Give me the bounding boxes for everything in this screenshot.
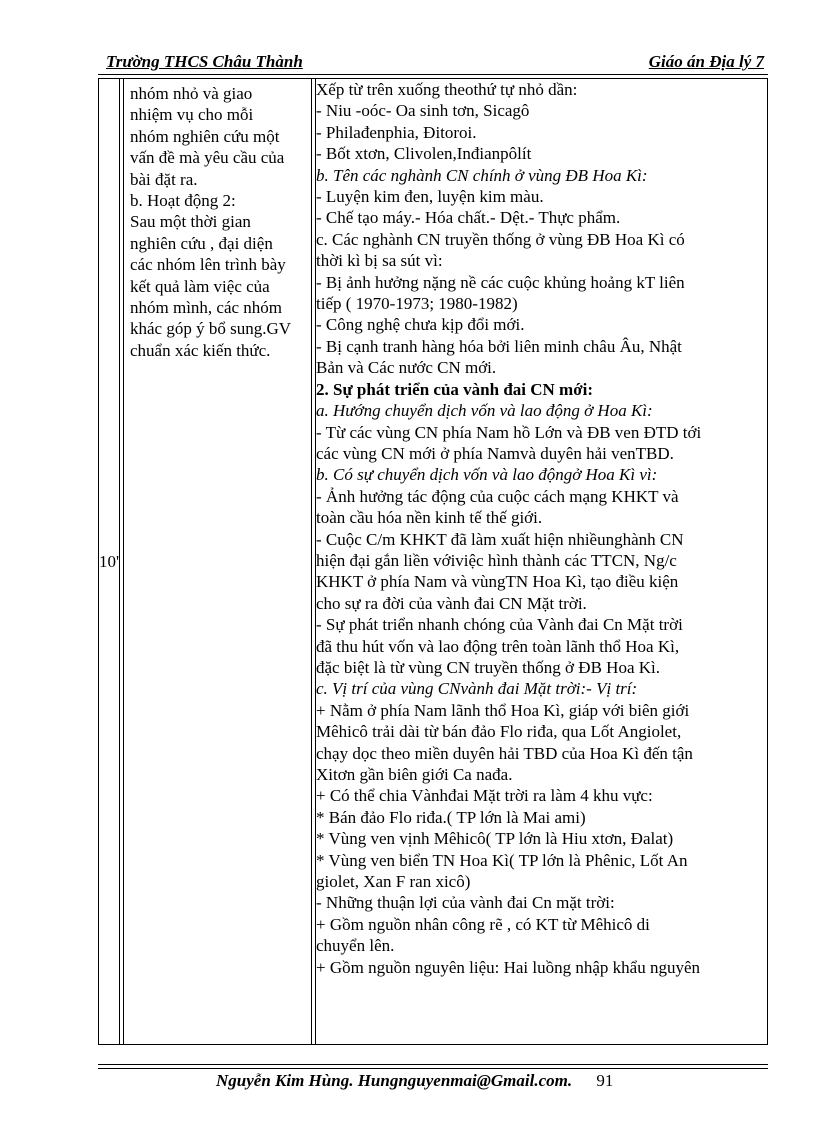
- footer-rule-bottom: [98, 1068, 768, 1069]
- content-line: + Nằm ở phía Nam lãnh thổ Hoa Kì, giáp với biên giới: [316, 700, 690, 720]
- activity-line: b. Hoạt động 2:: [130, 191, 236, 211]
- content-line: tiếp ( 1970-1973; 1980-1982): [316, 294, 518, 314]
- lesson-plan-table: [98, 78, 768, 1045]
- activity-line: Sau một thời gian: [130, 212, 251, 232]
- content-line: hiện đại gắn liền vớiviệc hình thành các TTCN, Ng/c: [316, 550, 677, 570]
- content-line: * Bán đảo Flo riđa.( TP lớn là Mai ami): [316, 807, 586, 827]
- content-line: - Bị ảnh hưởng nặng nề các cuộc khủng hoảng kT liên: [316, 272, 685, 292]
- content-line: Xitơn gần biên giới Ca nađa.: [316, 765, 513, 784]
- activity-line: nhiệm vụ cho mỗi: [130, 105, 254, 125]
- content-line: - Ảnh hưởng tác động của cuộc cách mạng KHKT và: [316, 486, 679, 506]
- activity-line: bài đặt ra.: [130, 169, 198, 189]
- page-number: 91: [596, 1071, 614, 1090]
- content-line: a. Hướng chuyển dịch vốn và lao động ở Hoa Kì:: [316, 401, 653, 421]
- activity-line: nhóm nghiên cứu một: [130, 126, 280, 146]
- content-line: Bản và Các nước CN mới.: [316, 358, 497, 378]
- content-line: - Cuộc C/m KHKT đã làm xuất hiện nhiềunghành CN: [316, 529, 684, 549]
- content-line: * Vùng ven vịnh Mêhicô( TP lớn là Hiu xtơn, Đalat): [316, 829, 674, 849]
- activity-line: kết quả làm việc của: [130, 276, 270, 296]
- content-line: * Vùng ven biển TN Hoa Kì( TP lớn là Phênic, Lốt An: [316, 850, 688, 870]
- activity-cell: [120, 79, 316, 1045]
- content-line: + Gồm nguồn nhân công rẽ , có KT từ Mêhicô di: [316, 914, 650, 934]
- content-line: - Philađenphia, Đitoroi.: [316, 122, 477, 142]
- activity-line: khác góp ý bổ sung.GV: [130, 319, 292, 339]
- content-line: các vùng CN mới ở phía Namvà duyên hải venTBD.: [316, 443, 674, 463]
- content-line: cho sự ra đời của vành đai CN Mặt trời.: [316, 593, 587, 613]
- activity-line: nhóm mình, các nhóm: [130, 298, 283, 318]
- activity-line: chuẩn xác kiến thức.: [130, 340, 271, 360]
- content-line: - Bốt xtơn, Clivolen,Inđianpôlít: [316, 144, 532, 164]
- content-line: - Sự phát triển nhanh chóng của Vành đai Cn Mặt trời: [316, 615, 683, 635]
- table-row: [99, 79, 768, 1045]
- school-name: Trường THCS Châu Thành: [106, 52, 303, 71]
- content-line: c. Các nghành CN truyền thống ở vùng ĐB Hoa Kì có: [316, 229, 685, 249]
- content-line: giolet, Xan F ran xicô): [316, 872, 471, 892]
- header-rule: [98, 74, 768, 75]
- content-line: - Bị cạnh tranh hàng hóa bởi liên minh châu Âu, Nhật: [316, 336, 682, 356]
- content-line: KHKT ở phía Nam và vùngTN Hoa Kì, tạo điều kiện: [316, 572, 679, 592]
- content-line: đặc biệt là từ vùng CN truyền thống ở ĐB Hoa Kì.: [316, 657, 660, 677]
- content-line: Mêhicô trải dài từ bán đảo Flo riđa, qua Lốt Angiolet,: [316, 722, 682, 742]
- content-line: - Chế tạo máy.- Hóa chất.- Dệt.- Thực phẩm.: [316, 208, 621, 228]
- activity-line: vấn đề mà yêu cầu của: [130, 148, 285, 168]
- footer-rule-top: [98, 1064, 768, 1065]
- content-line: chuyển lên.: [316, 936, 395, 956]
- page-footer: [216, 1071, 613, 1091]
- content-line: - Niu -oóc- Oa sinh tơn, Sicagô: [316, 101, 530, 121]
- activity-line: nhóm nhỏ và giao: [130, 84, 253, 103]
- activity-line: các nhóm lên trình bày: [130, 255, 286, 275]
- content-line: c. Vị trí của vùng CNvành đai Mặt trời:- Vị trí:: [316, 679, 638, 699]
- content-cell: [316, 79, 768, 1045]
- time-value: 10': [99, 551, 120, 571]
- content-line: + Có thể chia Vànhđai Mặt trời ra làm 4 khu vực:: [316, 786, 653, 806]
- content-line: + Gồm nguồn nguyên liệu: Hai luồng nhập khẩu nguyên: [316, 957, 701, 977]
- page-header: [98, 52, 768, 74]
- content-line: chạy dọc theo miền duyên hải TBD của Hoa Kì đến tận: [316, 743, 693, 763]
- content-line: b. Có sự chuyển dịch vốn và lao độngở Hoa Kì vì:: [316, 465, 658, 485]
- content-line: b. Tên các nghành CN chính ở vùng ĐB Hoa Kì:: [316, 165, 648, 185]
- content-line: - Từ các vùng CN phía Nam hồ Lớn và ĐB ven ĐTD tới: [316, 422, 702, 442]
- subject-title: Giáo án Địa lý 7: [648, 52, 764, 71]
- author-signature: Nguyễn Kim Hùng. Hungnguyenmai@Gmail.com.: [216, 1071, 573, 1090]
- content-line: toàn cầu hóa nền kinh tế thế giới.: [316, 508, 543, 528]
- content-line: đã thu hút vốn và lao động trên toàn lãnh thổ Hoa Kì,: [316, 636, 680, 656]
- content-line: - Những thuận lợi của vành đai Cn mặt trời:: [316, 893, 615, 913]
- activity-column: [123, 79, 312, 1044]
- content-line: thời kì bị sa sút vì:: [316, 251, 443, 271]
- content-line: 2. Sự phát triển của vành đai CN mới:: [316, 379, 594, 399]
- content-line: - Công nghệ chưa kịp đổi mới.: [316, 315, 525, 335]
- activity-line: nghiên cứu , đại diện: [130, 233, 273, 253]
- content-line: - Luyện kim đen, luyện kim màu.: [316, 187, 544, 207]
- content-line: Xếp từ trên xuống theothứ tự nhỏ dần:: [316, 80, 578, 99]
- time-cell: [99, 79, 120, 1045]
